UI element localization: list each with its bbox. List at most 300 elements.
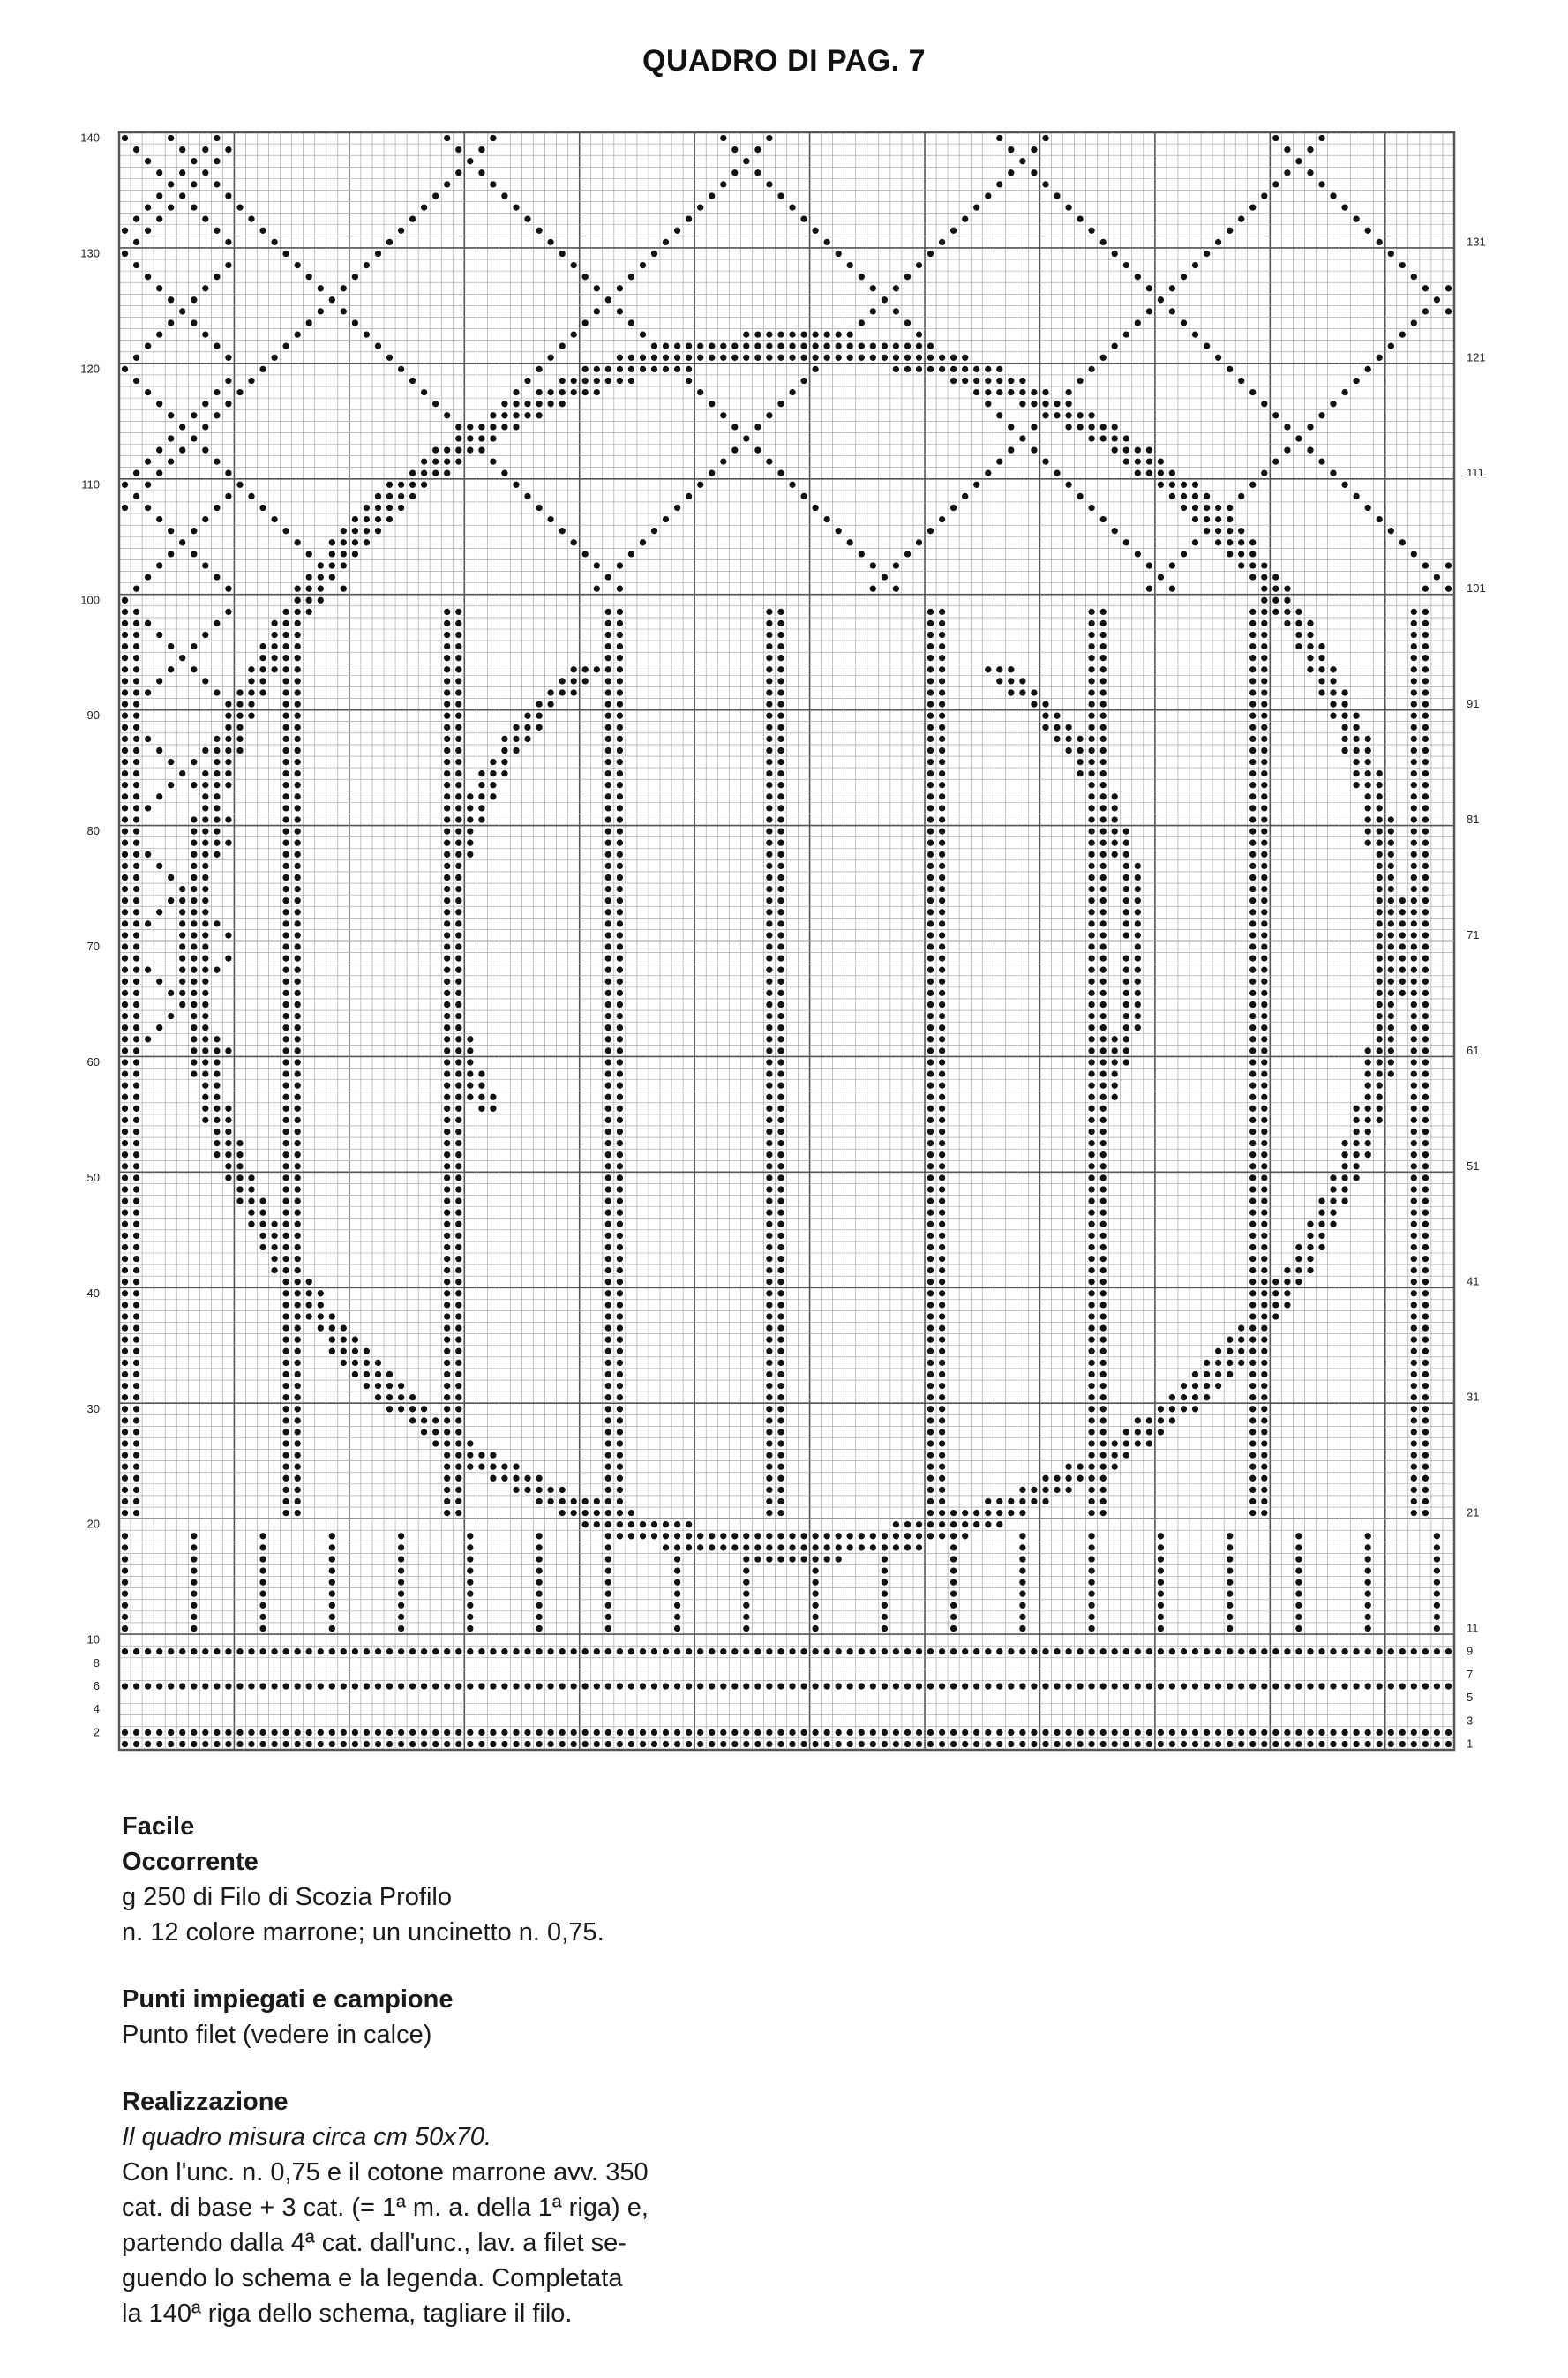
filled-cell <box>455 897 461 904</box>
filled-cell <box>766 886 772 892</box>
filled-cell <box>824 1648 830 1654</box>
filled-cell <box>444 609 450 615</box>
filled-cell <box>1249 759 1256 765</box>
filled-cell <box>398 482 404 488</box>
filled-cell <box>1422 805 1429 811</box>
filled-cell <box>133 1244 139 1250</box>
filled-cell <box>605 655 611 661</box>
filled-cell <box>329 1648 335 1654</box>
filled-cell <box>651 1533 657 1539</box>
filled-cell <box>1388 1013 1394 1019</box>
filled-cell <box>927 1475 934 1482</box>
filled-cell <box>202 943 208 949</box>
filled-cell <box>1100 1417 1107 1423</box>
filled-cell <box>179 146 185 153</box>
filled-cell <box>1088 666 1094 672</box>
filled-cell <box>777 355 784 361</box>
work-line: partendo dalla 4ª cat. dall'unc., lav. a filet se- <box>122 2229 626 2257</box>
filled-cell <box>122 828 128 834</box>
filled-cell <box>501 1683 507 1689</box>
filled-cell <box>1261 1221 1267 1227</box>
filled-cell <box>122 1383 128 1389</box>
filled-cell <box>1422 1186 1429 1192</box>
filled-cell <box>1411 1337 1417 1343</box>
filled-cell <box>202 216 208 222</box>
filled-cell <box>766 724 772 731</box>
filled-cell <box>501 1648 507 1654</box>
filled-cell <box>939 1383 945 1389</box>
filled-cell <box>1307 1648 1313 1654</box>
filled-cell <box>582 1648 589 1654</box>
filled-cell <box>1112 446 1118 453</box>
filled-cell <box>1399 909 1406 915</box>
filled-cell <box>927 909 934 915</box>
filled-cell <box>455 458 461 464</box>
filled-cell <box>939 666 945 672</box>
filled-cell <box>1100 1094 1107 1100</box>
filled-cell <box>1318 1210 1324 1216</box>
filled-cell <box>1054 1475 1060 1482</box>
filled-cell <box>1445 1683 1452 1689</box>
filled-cell <box>467 1741 473 1747</box>
filled-cell <box>605 1452 611 1458</box>
filled-cell <box>1411 1083 1417 1089</box>
filled-cell <box>398 1614 404 1620</box>
filled-cell <box>605 1106 611 1112</box>
filled-cell <box>777 1106 784 1112</box>
filled-cell <box>133 655 139 661</box>
filled-cell <box>225 1140 231 1146</box>
filled-cell <box>145 920 151 926</box>
filled-cell <box>674 1648 680 1654</box>
filled-cell <box>295 920 301 926</box>
filled-cell <box>1307 666 1313 672</box>
filled-cell <box>1284 597 1290 604</box>
filled-cell <box>1100 713 1107 719</box>
filled-cell <box>893 1533 899 1539</box>
filled-cell <box>605 620 611 626</box>
filled-cell <box>1065 401 1071 407</box>
filled-cell <box>1422 1094 1429 1100</box>
filled-cell <box>236 1163 243 1169</box>
filled-cell <box>777 1233 784 1239</box>
filled-cell <box>236 1186 243 1192</box>
filled-cell <box>777 770 784 776</box>
filled-cell <box>605 1533 611 1539</box>
filled-cell <box>295 539 301 545</box>
filled-cell <box>777 1047 784 1054</box>
filled-cell <box>1088 1729 1094 1736</box>
filled-cell <box>617 840 623 846</box>
filled-cell <box>282 689 289 695</box>
filled-cell <box>1422 1174 1429 1181</box>
filled-cell <box>191 920 197 926</box>
filled-cell <box>766 1001 772 1008</box>
filled-cell <box>329 1324 335 1331</box>
filled-cell <box>1100 1267 1107 1273</box>
filled-cell <box>295 620 301 626</box>
filled-cell <box>985 1510 991 1516</box>
filled-cell <box>1307 1244 1313 1250</box>
filled-cell <box>1411 932 1417 938</box>
filled-cell <box>605 955 611 961</box>
filled-cell <box>282 1313 289 1319</box>
filled-cell <box>467 1602 473 1609</box>
filled-cell <box>455 609 461 615</box>
filled-cell <box>133 724 139 731</box>
filled-cell <box>455 1290 461 1296</box>
filled-cell <box>214 412 220 418</box>
filled-cell <box>1411 1117 1417 1123</box>
filled-cell <box>571 378 577 384</box>
filled-cell <box>536 401 542 407</box>
filled-cell <box>133 1313 139 1319</box>
filled-cell <box>191 1567 197 1573</box>
filled-cell <box>1341 689 1347 695</box>
filled-cell <box>1318 1197 1324 1204</box>
filled-cell <box>191 412 197 418</box>
filled-cell <box>1019 678 1025 684</box>
filled-cell <box>1227 505 1233 511</box>
filled-cell <box>1112 1464 1118 1470</box>
filled-cell <box>1065 482 1071 488</box>
filled-cell <box>950 1591 957 1597</box>
filled-cell <box>1100 1337 1107 1343</box>
filled-cell <box>1388 943 1394 949</box>
filled-cell <box>214 574 220 580</box>
filled-cell <box>1135 1013 1141 1019</box>
filled-cell <box>939 932 945 938</box>
filled-cell <box>916 262 922 268</box>
filled-cell <box>1088 979 1094 985</box>
filled-cell <box>1088 1371 1094 1377</box>
filled-cell <box>214 828 220 834</box>
filled-cell <box>1088 1556 1094 1562</box>
filled-cell <box>939 366 945 372</box>
filled-cell <box>455 967 461 973</box>
filled-cell <box>478 1083 484 1089</box>
filled-cell <box>617 655 623 661</box>
filled-cell <box>295 967 301 973</box>
filled-cell <box>777 1406 784 1412</box>
filled-cell <box>1100 1256 1107 1262</box>
filled-cell <box>1261 1487 1267 1493</box>
filled-cell <box>1261 1163 1267 1169</box>
filled-cell <box>295 713 301 719</box>
filled-cell <box>1388 955 1394 961</box>
filled-cell <box>904 1729 911 1736</box>
filled-cell <box>306 319 312 326</box>
filled-cell <box>1088 770 1094 776</box>
filled-cell <box>1123 1001 1129 1008</box>
filled-cell <box>1261 1279 1267 1285</box>
filled-cell <box>467 158 473 164</box>
filled-cell <box>777 759 784 765</box>
filled-cell <box>122 1070 128 1076</box>
filled-cell <box>640 1729 646 1736</box>
filled-cell <box>513 1648 519 1654</box>
filled-cell <box>202 979 208 985</box>
filled-cell <box>214 1683 220 1689</box>
filled-cell <box>939 863 945 869</box>
filled-cell <box>282 1741 289 1747</box>
filled-cell <box>893 586 899 592</box>
filled-cell <box>1031 1683 1037 1689</box>
filled-cell <box>133 1047 139 1054</box>
filled-cell <box>1249 609 1256 615</box>
filled-cell <box>1100 1729 1107 1736</box>
filled-cell <box>501 1464 507 1470</box>
filled-cell <box>455 886 461 892</box>
filled-cell <box>214 343 220 349</box>
filled-cell <box>674 1614 680 1620</box>
filled-cell <box>1135 1001 1141 1008</box>
filled-cell <box>1100 1151 1107 1158</box>
filled-cell <box>1411 770 1417 776</box>
filled-cell <box>295 863 301 869</box>
filled-cell <box>202 516 208 522</box>
filled-cell <box>1088 1256 1094 1262</box>
filled-cell <box>950 1521 957 1527</box>
filled-cell <box>1261 1001 1267 1008</box>
filled-cell <box>1422 1452 1429 1458</box>
filled-cell <box>501 1729 507 1736</box>
filled-cell <box>386 1741 393 1747</box>
filled-cell <box>766 1070 772 1076</box>
filled-cell <box>1238 1683 1244 1689</box>
filled-cell <box>1008 1741 1014 1747</box>
filled-cell <box>1377 1106 1383 1112</box>
filled-cell <box>444 1001 450 1008</box>
filled-cell <box>617 1151 623 1158</box>
filled-cell <box>777 828 784 834</box>
filled-cell <box>318 1302 324 1308</box>
filled-cell <box>282 955 289 961</box>
filled-cell <box>1353 216 1359 222</box>
filled-cell <box>1088 736 1094 742</box>
filled-cell <box>605 1614 611 1620</box>
filled-cell <box>605 1337 611 1343</box>
filled-cell <box>777 1302 784 1308</box>
filled-cell <box>455 1452 461 1458</box>
filled-cell <box>1330 1186 1336 1192</box>
filled-cell <box>214 389 220 395</box>
filled-cell <box>295 1348 301 1354</box>
filled-cell <box>1146 562 1152 568</box>
filled-cell <box>306 1302 312 1308</box>
filled-cell <box>341 1648 347 1654</box>
filled-cell <box>836 1741 842 1747</box>
filled-cell <box>341 1729 347 1736</box>
filled-cell <box>766 1394 772 1400</box>
filled-cell <box>306 1290 312 1296</box>
filled-cell <box>1135 886 1141 892</box>
filled-cell <box>1100 678 1107 684</box>
filled-cell <box>766 1313 772 1319</box>
filled-cell <box>202 1094 208 1100</box>
filled-cell <box>455 874 461 881</box>
filled-cell <box>777 1464 784 1470</box>
filled-cell <box>1411 1729 1417 1736</box>
filled-cell <box>777 1429 784 1435</box>
filled-cell <box>133 1290 139 1296</box>
filled-cell <box>444 886 450 892</box>
filled-cell <box>1422 1163 1429 1169</box>
filled-cell <box>524 724 530 731</box>
filled-cell <box>1341 204 1347 210</box>
filled-cell <box>1341 747 1347 754</box>
filled-cell <box>375 251 381 257</box>
filled-cell <box>1088 909 1094 915</box>
filled-cell <box>513 1487 519 1493</box>
filled-cell <box>455 1070 461 1076</box>
filled-cell <box>916 539 922 545</box>
filled-cell <box>536 228 542 234</box>
filled-cell <box>1261 1302 1267 1308</box>
filled-cell <box>973 1683 979 1689</box>
filled-cell <box>605 1648 611 1654</box>
filled-cell <box>1261 967 1267 973</box>
filled-cell <box>617 1464 623 1470</box>
filled-cell <box>939 1024 945 1031</box>
filled-cell <box>1365 1544 1371 1550</box>
filled-cell <box>766 770 772 776</box>
filled-cell <box>1249 1510 1256 1516</box>
filled-cell <box>1249 1036 1256 1042</box>
filled-cell <box>295 782 301 788</box>
filled-cell <box>1365 840 1371 846</box>
filled-cell <box>214 1117 220 1123</box>
filled-cell <box>225 1741 231 1747</box>
filled-cell <box>536 1475 542 1482</box>
filled-cell <box>259 643 266 649</box>
filled-cell <box>122 1151 128 1158</box>
filled-cell <box>1377 909 1383 915</box>
filled-cell <box>536 701 542 707</box>
filled-cell <box>766 643 772 649</box>
filled-cell <box>1261 1394 1267 1400</box>
filled-cell <box>777 747 784 754</box>
filled-cell <box>1261 597 1267 604</box>
filled-cell <box>536 1533 542 1539</box>
filled-cell <box>571 389 577 395</box>
filled-cell <box>1261 1429 1267 1435</box>
filled-cell <box>259 1533 266 1539</box>
filled-cell <box>271 655 277 661</box>
filled-cell <box>777 1197 784 1204</box>
filled-cell <box>962 378 968 384</box>
filled-cell <box>605 724 611 731</box>
filled-cell <box>398 1602 404 1609</box>
row-label-right: 71 <box>1467 928 1480 941</box>
filled-cell <box>1411 609 1417 615</box>
filled-cell <box>179 1729 185 1736</box>
filled-cell <box>1411 1440 1417 1446</box>
filled-cell <box>927 1383 934 1389</box>
row-label-left: 130 <box>80 246 100 260</box>
filled-cell <box>191 816 197 822</box>
filled-cell <box>133 1324 139 1331</box>
filled-cell <box>893 1521 899 1527</box>
filled-cell <box>398 1591 404 1597</box>
filled-cell <box>904 343 911 349</box>
filled-cell <box>1088 1394 1094 1400</box>
filled-cell <box>295 979 301 985</box>
filled-cell <box>617 759 623 765</box>
filled-cell <box>950 355 957 361</box>
filled-cell <box>168 412 174 418</box>
filled-cell <box>122 1729 128 1736</box>
filled-cell <box>1422 666 1429 672</box>
filled-cell <box>1365 1533 1371 1539</box>
filled-cell <box>1123 262 1129 268</box>
filled-cell <box>1411 678 1417 684</box>
filled-cell <box>1077 378 1083 384</box>
filled-cell <box>122 228 128 234</box>
filled-cell <box>985 401 991 407</box>
filled-cell <box>836 1544 842 1550</box>
filled-cell <box>605 770 611 776</box>
filled-cell <box>1365 1567 1371 1573</box>
filled-cell <box>1341 701 1347 707</box>
filled-cell <box>559 1510 566 1516</box>
filled-cell <box>1019 1648 1025 1654</box>
filled-cell <box>1192 262 1198 268</box>
filled-cell <box>939 1267 945 1273</box>
filled-cell <box>836 528 842 534</box>
filled-cell <box>282 782 289 788</box>
filled-cell <box>1238 539 1244 545</box>
filled-cell <box>1088 655 1094 661</box>
filled-cell <box>812 1567 818 1573</box>
filled-cell <box>1181 319 1187 326</box>
filled-cell <box>939 1129 945 1135</box>
filled-cell <box>1123 1648 1129 1654</box>
filled-cell <box>1261 1210 1267 1216</box>
filled-cell <box>444 1302 450 1308</box>
filled-cell <box>777 1348 784 1354</box>
filled-cell <box>295 331 301 337</box>
filled-cell <box>536 1591 542 1597</box>
filled-cell <box>882 296 888 303</box>
filled-cell <box>777 1394 784 1400</box>
filled-cell <box>1261 1729 1267 1736</box>
filled-cell <box>133 1487 139 1493</box>
filled-cell <box>1088 759 1094 765</box>
filled-cell <box>478 446 484 453</box>
filled-cell <box>329 1602 335 1609</box>
filled-cell <box>375 1683 381 1689</box>
filled-cell <box>1284 146 1290 153</box>
filled-cell <box>847 539 853 545</box>
filled-cell <box>329 1567 335 1573</box>
filled-cell <box>1399 1648 1406 1654</box>
filled-cell <box>605 840 611 846</box>
filled-cell <box>282 1221 289 1227</box>
filled-cell <box>651 1729 657 1736</box>
filled-cell <box>455 1348 461 1354</box>
filled-cell <box>605 1013 611 1019</box>
filled-cell <box>133 1417 139 1423</box>
filled-cell <box>663 1648 669 1654</box>
filled-cell <box>421 204 427 210</box>
filled-cell <box>444 620 450 626</box>
filled-cell <box>156 192 162 199</box>
filled-cell <box>225 1163 231 1169</box>
filled-cell <box>1261 1106 1267 1112</box>
filled-cell <box>191 759 197 765</box>
filled-cell <box>743 1544 749 1550</box>
